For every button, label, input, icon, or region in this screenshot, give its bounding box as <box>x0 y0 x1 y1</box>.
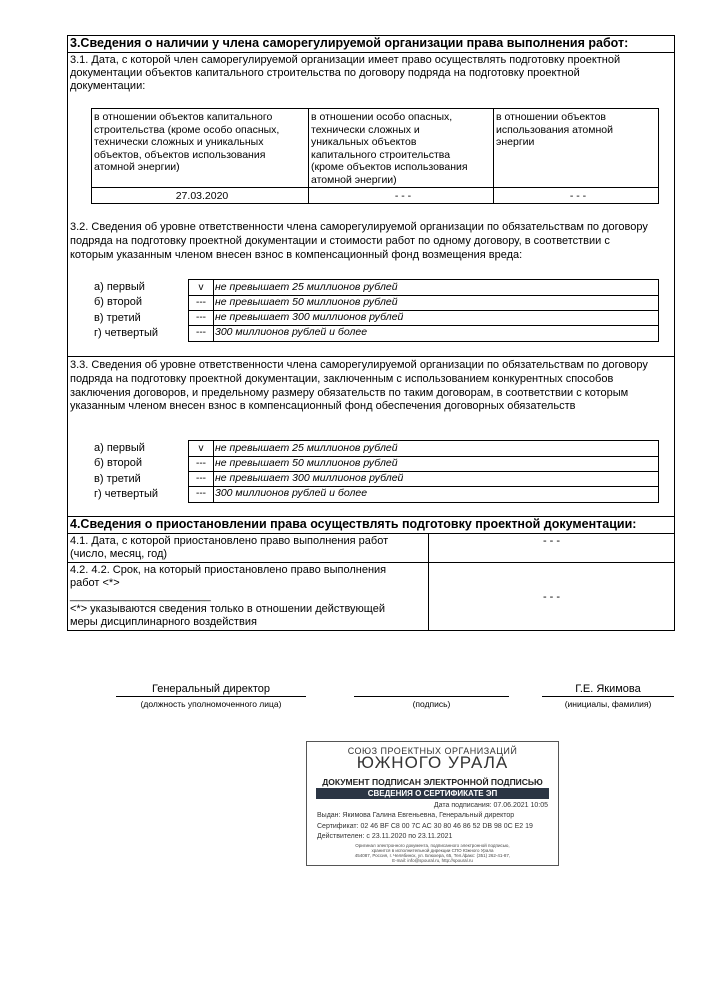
table-row <box>189 310 658 325</box>
p42-value: - - - <box>542 591 561 603</box>
name-line <box>542 696 674 697</box>
stamp-certificate: Сертификат: 02 46 BF C8 00 7C AC 30 80 46 86 52 DB 98 0C E2 19 <box>317 823 533 830</box>
table-row <box>189 486 658 501</box>
signature-caption: (подпись) <box>412 699 451 709</box>
stamp-footer2: хранится в исполнительной дирекции СПО Южного Урала <box>371 848 494 853</box>
p33-level-label: в) третий <box>94 473 141 485</box>
stamp-issued: Выдан: Якимова Галина Евгеньевна, Генеральный директор <box>317 812 515 819</box>
p42-line2: работ <*> <box>70 577 120 589</box>
stamp-cert-bar: СВЕДЕНИЯ О СЕРТИФИКАТЕ ЭП <box>316 788 549 799</box>
date-dangerous: - - - <box>394 190 412 202</box>
level-text: не превышает 300 миллионов рублей <box>215 311 404 323</box>
section3-title: 3.Сведения о наличии у члена саморегулируемой организации права выполнения работ: <box>70 36 629 50</box>
table-row <box>189 441 658 456</box>
p32-line3: которым указанным членом внесен взнос в компенсационный фонд возмещения вреда: <box>70 249 523 261</box>
p41-value: - - - <box>542 535 561 547</box>
p32-level-label: б) второй <box>94 296 143 308</box>
level-mark: --- <box>196 297 206 308</box>
stamp-valid: Действителен: с 23.11.2020 по 23.11.2021 <box>317 833 453 840</box>
level-text: не превышает 50 миллионов рублей <box>215 457 398 469</box>
p41-line2: (число, месяц, год) <box>70 548 168 560</box>
stamp-footer1: Оригинал электронного документа, подписанного электронной подписью, <box>355 843 510 848</box>
p41-line1: 4.1. Дата, с которой приостановлено право выполнения работ <box>70 535 389 547</box>
p32-level-label: в) третий <box>94 312 141 324</box>
p33-line2: подряда на подготовку проектной документации, заключенным с использованием конкурентных способов <box>70 373 614 385</box>
position-caption: (должность уполномоченного лица) <box>140 699 282 709</box>
level-mark: --- <box>196 458 206 469</box>
p33-levels-table <box>188 440 659 503</box>
p42-line3: _______________________ <box>70 590 211 602</box>
table-row <box>189 325 658 340</box>
level-text: не превышает 25 миллионов рублей <box>215 281 398 293</box>
name-caption: (инициалы, фамилия) <box>564 699 652 709</box>
p33-line4: указанным членом внесен взнос в компенсационный фонд обеспечения договорных обязательств <box>70 400 576 412</box>
signature-line <box>354 696 509 697</box>
stamp-org-line2: ЮЖНОГО УРАЛА <box>356 753 509 772</box>
p32-level-label: г) четвертый <box>94 327 159 339</box>
table-row <box>189 471 658 486</box>
date-nuclear: - - - <box>569 190 587 202</box>
table-row <box>189 295 658 310</box>
position-line <box>116 696 306 697</box>
stamp-sign-date: Дата подписания: 07.06.2021 10:05 <box>433 802 548 809</box>
level-mark: v <box>198 282 204 293</box>
column-header-regular: в отношении объектов капитального строительства (кроме особо опасных, технически сложных и уникальных объектов, объектов использования атомной энергии) <box>94 111 280 173</box>
level-text: не превышает 300 миллионов рублей <box>215 472 404 484</box>
table-row <box>189 456 658 471</box>
p32-line2: подряда на подготовку проектной документации и стоимости работ по одному договору, в соответствии с <box>70 235 610 247</box>
level-text: 300 миллионов рублей и более <box>215 487 368 499</box>
p42-line4: <*> указываются сведения только в отношении действующей <box>70 603 385 615</box>
level-mark: --- <box>196 327 206 338</box>
stamp-footer3: 454087, Россия, г. Челябинск, ул. Блюхера, 65, Тел./факс: (351) 262-41-87, <box>354 853 511 858</box>
signer-position: Генеральный директор <box>152 683 270 695</box>
p42-line5: меры дисциплинарного воздействия <box>70 616 257 628</box>
p33-level-label: г) четвертый <box>94 488 159 500</box>
level-mark: --- <box>196 473 206 484</box>
section4-title: 4.Сведения о приостановлении права осуществлять подготовку проектной документации: <box>70 517 637 531</box>
column-header-dangerous: в отношении особо опасных, технически сложных и уникальных объектов капитального строительства (кроме объектов использования атомной энергии) <box>311 111 468 186</box>
p32-levels-table <box>188 279 659 342</box>
p33-level-label: б) второй <box>94 457 143 469</box>
p31-line2: документации объектов капитального строительства по договору подряда на подготовку проектной <box>70 67 580 79</box>
column-header-nuclear: в отношении объектов использования атомной энергии <box>496 111 613 148</box>
level-mark: v <box>198 443 204 454</box>
stamp-signed-text: ДОКУМЕНТ ПОДПИСАН ЭЛЕКТРОННОЙ ПОДПИСЬЮ <box>322 777 543 787</box>
p33-level-label: а) первый <box>94 442 145 454</box>
p33-line1: 3.3. Сведения об уровне ответственности члена саморегулируемой организации по обязательствам по договору <box>70 359 648 371</box>
date-regular: 27.03.2020 <box>175 190 229 202</box>
level-text: не превышает 25 миллионов рублей <box>215 442 398 454</box>
stamp-footer4: E-mail: info@spoural.ru, http://spoural.ru <box>392 858 473 863</box>
p31-line3: документации: <box>70 80 146 92</box>
stamp-org-line1: СОЮЗ ПРОЕКТНЫХ ОРГАНИЗАЦИЙ <box>347 746 518 756</box>
p42-line1: 4.2. 4.2. Срок, на который приостановлено право выполнения <box>70 564 387 576</box>
table-row <box>189 280 658 295</box>
p32-line1: 3.2. Сведения об уровне ответственности члена саморегулируемой организации по обязательствам по договору <box>70 221 648 233</box>
level-text: не превышает 50 миллионов рублей <box>215 296 398 308</box>
level-mark: --- <box>196 312 206 323</box>
level-mark: --- <box>196 488 206 499</box>
p33-line3: заключения договоров, и предельному размеру обязательств по таким договорам, в соответствии с которым <box>70 387 629 399</box>
document-frame <box>67 35 675 631</box>
p31-line1: 3.1. Дата, с которой член саморегулируемой организации имеет право осуществлять подготовку проектной <box>70 54 621 66</box>
rights-date-table <box>91 108 659 204</box>
signer-name: Г.Е. Якимова <box>575 683 641 695</box>
level-text: 300 миллионов рублей и более <box>215 326 368 338</box>
electronic-signature-stamp <box>306 741 559 866</box>
p32-level-label: а) первый <box>94 281 145 293</box>
